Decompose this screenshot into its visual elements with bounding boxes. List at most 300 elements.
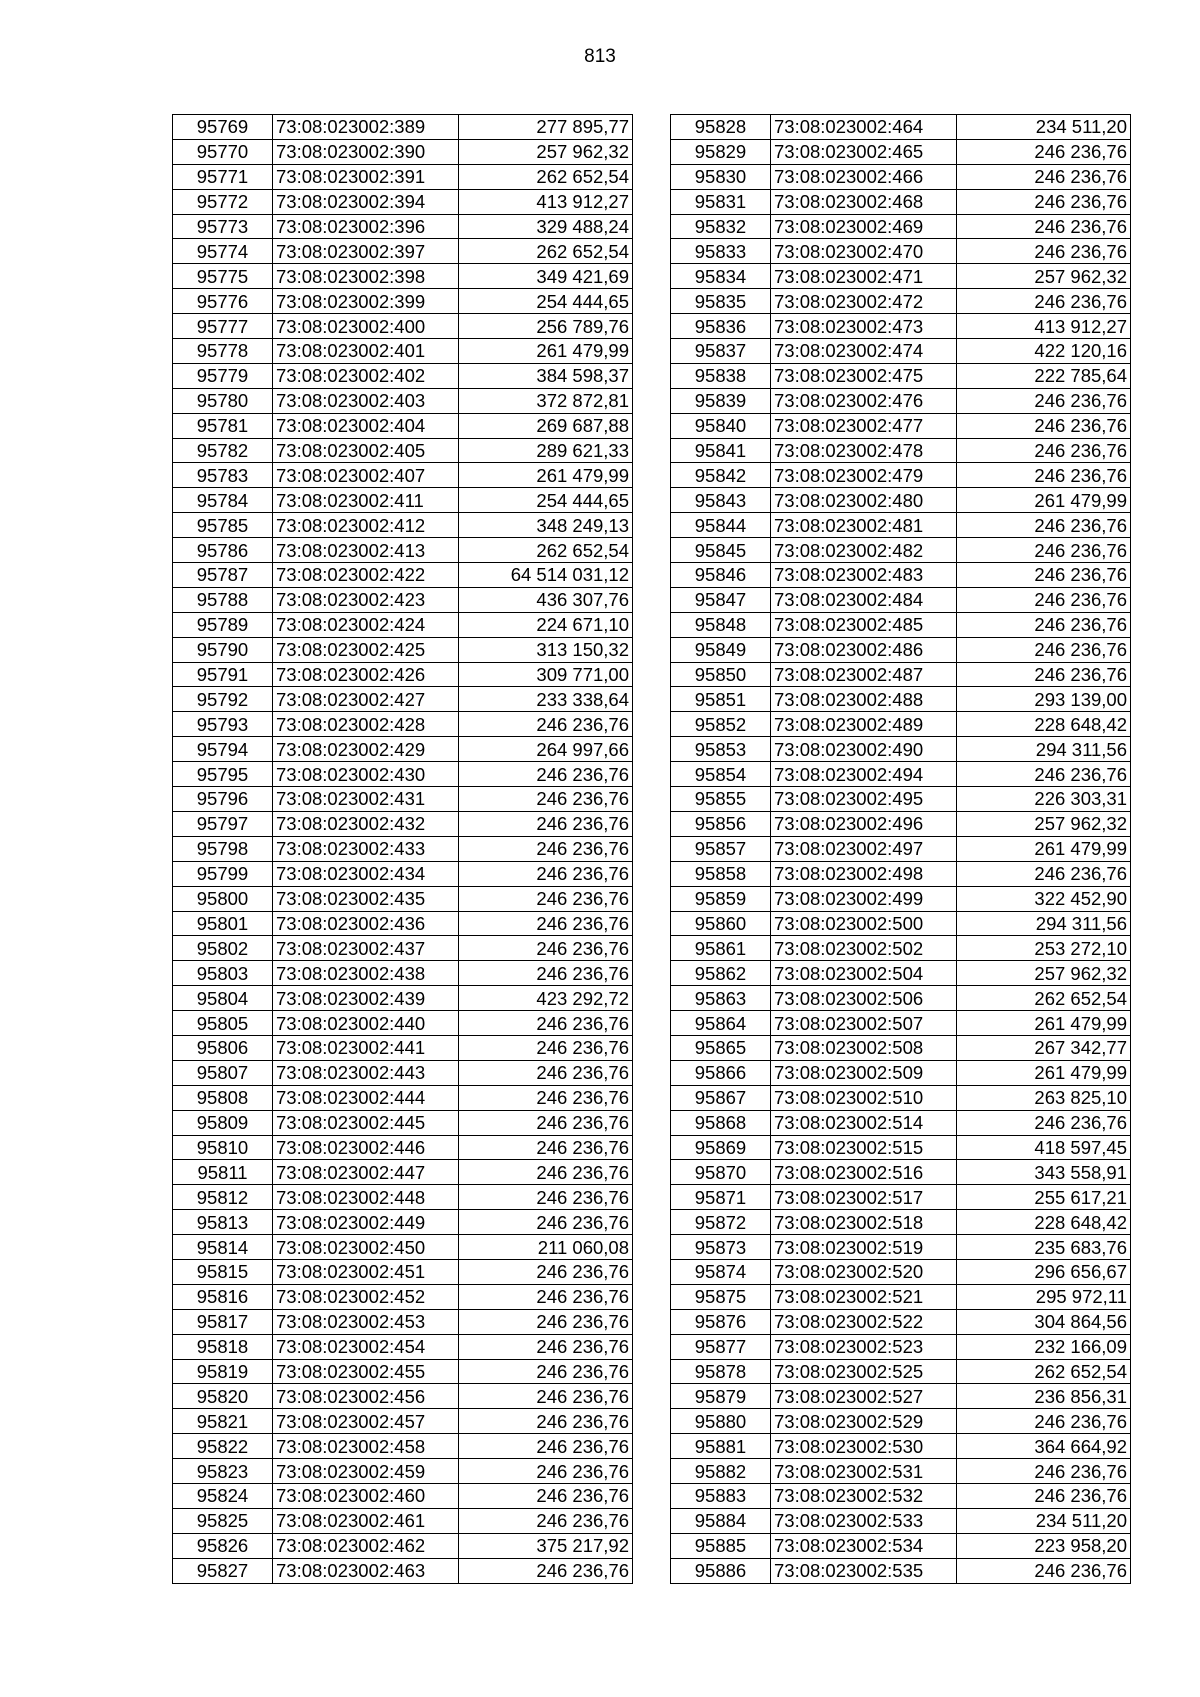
cadastral-number-cell: 73:08:023002:530	[771, 1434, 957, 1459]
row-number-cell: 95769	[173, 115, 273, 140]
row-number-cell: 95828	[671, 115, 771, 140]
table-row	[173, 836, 633, 861]
cadastral-value-cell: 246 236,76	[957, 587, 1131, 612]
cadastral-value-cell: 246 236,76	[459, 811, 633, 836]
table-row	[173, 1085, 633, 1110]
cadastral-number-cell: 73:08:023002:472	[771, 289, 957, 314]
row-number-cell: 95809	[173, 1110, 273, 1135]
row-number-cell: 95843	[671, 488, 771, 513]
row-number-cell: 95775	[173, 264, 273, 289]
row-number-cell: 95806	[173, 1035, 273, 1060]
cadastral-number-cell: 73:08:023002:488	[771, 687, 957, 712]
row-number-cell: 95807	[173, 1060, 273, 1085]
table-row	[173, 563, 633, 588]
cadastral-value-cell: 246 236,76	[957, 189, 1131, 214]
cadastral-value-cell: 211 060,08	[459, 1235, 633, 1260]
cadastral-value-cell: 246 236,76	[459, 1284, 633, 1309]
cadastral-value-cell: 246 236,76	[459, 1384, 633, 1409]
cadastral-number-cell: 73:08:023002:479	[771, 463, 957, 488]
row-number-cell: 95860	[671, 911, 771, 936]
row-number-cell: 95829	[671, 139, 771, 164]
row-number-cell: 95821	[173, 1409, 273, 1434]
cadastral-value-cell: 246 236,76	[957, 762, 1131, 787]
cadastral-number-cell: 73:08:023002:468	[771, 189, 957, 214]
cadastral-value-cell: 262 652,54	[957, 1359, 1131, 1384]
table-row	[173, 712, 633, 737]
cadastral-value-cell: 309 771,00	[459, 662, 633, 687]
row-number-cell: 95844	[671, 513, 771, 538]
cadastral-value-cell: 236 856,31	[957, 1384, 1131, 1409]
cadastral-value-cell: 267 342,77	[957, 1035, 1131, 1060]
row-number-cell: 95805	[173, 1011, 273, 1036]
cadastral-value-cell: 246 236,76	[459, 1210, 633, 1235]
row-number-cell: 95784	[173, 488, 273, 513]
cadastral-value-cell: 232 166,09	[957, 1334, 1131, 1359]
cadastral-number-cell: 73:08:023002:430	[273, 762, 459, 787]
row-number-cell: 95870	[671, 1160, 771, 1185]
cadastral-value-cell: 261 479,99	[957, 1060, 1131, 1085]
cadastral-value-cell: 246 236,76	[957, 1558, 1131, 1583]
row-number-cell: 95841	[671, 438, 771, 463]
table-row	[173, 587, 633, 612]
row-number-cell: 95787	[173, 563, 273, 588]
row-number-cell: 95853	[671, 737, 771, 762]
table-row	[671, 1284, 1131, 1309]
table-row	[173, 886, 633, 911]
table-row	[671, 1011, 1131, 1036]
row-number-cell: 95825	[173, 1508, 273, 1533]
row-number-cell: 95789	[173, 612, 273, 637]
table-row	[173, 1533, 633, 1558]
row-number-cell: 95879	[671, 1384, 771, 1409]
cadastral-value-cell: 246 236,76	[459, 1459, 633, 1484]
table-row	[671, 1110, 1131, 1135]
cadastral-value-cell: 261 479,99	[459, 463, 633, 488]
cadastral-number-cell: 73:08:023002:429	[273, 737, 459, 762]
cadastral-number-cell: 73:08:023002:487	[771, 662, 957, 687]
row-number-cell: 95780	[173, 388, 273, 413]
row-number-cell: 95788	[173, 587, 273, 612]
cadastral-value-cell: 304 864,56	[957, 1309, 1131, 1334]
cadastral-number-cell: 73:08:023002:475	[771, 363, 957, 388]
cadastral-number-cell: 73:08:023002:461	[273, 1508, 459, 1533]
row-number-cell: 95861	[671, 936, 771, 961]
cadastral-value-cell: 246 236,76	[957, 513, 1131, 538]
cadastral-number-cell: 73:08:023002:446	[273, 1135, 459, 1160]
cadastral-value-cell: 261 479,99	[957, 1011, 1131, 1036]
cadastral-value-cell: 255 617,21	[957, 1185, 1131, 1210]
cadastral-number-cell: 73:08:023002:518	[771, 1210, 957, 1235]
cadastral-number-cell: 73:08:023002:507	[771, 1011, 957, 1036]
table-row	[671, 961, 1131, 986]
row-number-cell: 95785	[173, 513, 273, 538]
row-number-cell: 95871	[671, 1185, 771, 1210]
row-number-cell: 95878	[671, 1359, 771, 1384]
cadastral-value-cell: 246 236,76	[957, 1483, 1131, 1508]
cadastral-value-cell: 264 997,66	[459, 737, 633, 762]
cadastral-value-cell: 246 236,76	[957, 239, 1131, 264]
cadastral-number-cell: 73:08:023002:390	[273, 139, 459, 164]
cadastral-number-cell: 73:08:023002:431	[273, 787, 459, 812]
table-row	[671, 1384, 1131, 1409]
cadastral-value-cell: 246 236,76	[957, 612, 1131, 637]
cadastral-number-cell: 73:08:023002:450	[273, 1235, 459, 1260]
table-row	[671, 264, 1131, 289]
cadastral-number-cell: 73:08:023002:440	[273, 1011, 459, 1036]
row-number-cell: 95772	[173, 189, 273, 214]
cadastral-value-cell: 329 488,24	[459, 214, 633, 239]
cadastral-number-cell: 73:08:023002:394	[273, 189, 459, 214]
cadastral-value-cell: 423 292,72	[459, 986, 633, 1011]
row-number-cell: 95867	[671, 1085, 771, 1110]
cadastral-value-cell: 364 664,92	[957, 1434, 1131, 1459]
cadastral-number-cell: 73:08:023002:519	[771, 1235, 957, 1260]
cadastral-number-cell: 73:08:023002:510	[771, 1085, 957, 1110]
cadastral-value-cell: 246 236,76	[957, 214, 1131, 239]
table-row	[671, 836, 1131, 861]
row-number-cell: 95880	[671, 1409, 771, 1434]
table-row	[173, 314, 633, 339]
table-row	[671, 463, 1131, 488]
row-number-cell: 95777	[173, 314, 273, 339]
cadastral-number-cell: 73:08:023002:401	[273, 339, 459, 364]
table-row	[671, 662, 1131, 687]
cadastral-number-cell: 73:08:023002:436	[273, 911, 459, 936]
table-row	[173, 289, 633, 314]
cadastral-number-cell: 73:08:023002:469	[771, 214, 957, 239]
table-row	[671, 189, 1131, 214]
table-row	[671, 1359, 1131, 1384]
cadastral-number-cell: 73:08:023002:515	[771, 1135, 957, 1160]
table-row	[671, 687, 1131, 712]
row-number-cell: 95802	[173, 936, 273, 961]
cadastral-number-cell: 73:08:023002:500	[771, 911, 957, 936]
cadastral-number-cell: 73:08:023002:456	[273, 1384, 459, 1409]
table-row	[173, 538, 633, 563]
row-number-cell: 95840	[671, 413, 771, 438]
table-row	[173, 1483, 633, 1508]
cadastral-value-cell: 246 236,76	[459, 936, 633, 961]
cadastral-number-cell: 73:08:023002:478	[771, 438, 957, 463]
row-number-cell: 95856	[671, 811, 771, 836]
row-number-cell: 95771	[173, 164, 273, 189]
cadastral-number-cell: 73:08:023002:455	[273, 1359, 459, 1384]
cadastral-number-cell: 73:08:023002:517	[771, 1185, 957, 1210]
table-row	[173, 811, 633, 836]
cadastral-number-cell: 73:08:023002:464	[771, 115, 957, 140]
row-number-cell: 95770	[173, 139, 273, 164]
cadastral-value-cell: 246 236,76	[957, 388, 1131, 413]
cadastral-value-cell: 246 236,76	[957, 164, 1131, 189]
table-row	[173, 1409, 633, 1434]
cadastral-number-cell: 73:08:023002:400	[273, 314, 459, 339]
table-row	[671, 115, 1131, 140]
table-row	[173, 1135, 633, 1160]
cadastral-value-cell: 246 236,76	[957, 662, 1131, 687]
table-row	[173, 1359, 633, 1384]
cadastral-value-cell: 246 236,76	[459, 1409, 633, 1434]
row-number-cell: 95833	[671, 239, 771, 264]
cadastral-value-cell: 254 444,65	[459, 488, 633, 513]
table-row	[173, 612, 633, 637]
cadastral-number-cell: 73:08:023002:523	[771, 1334, 957, 1359]
table-row	[671, 1259, 1131, 1284]
cadastral-number-cell: 73:08:023002:484	[771, 587, 957, 612]
cadastral-number-cell: 73:08:023002:514	[771, 1110, 957, 1135]
table-row	[671, 289, 1131, 314]
table-row	[671, 1135, 1131, 1160]
row-number-cell: 95877	[671, 1334, 771, 1359]
row-number-cell: 95850	[671, 662, 771, 687]
cadastral-number-cell: 73:08:023002:435	[273, 886, 459, 911]
cadastral-value-cell: 261 479,99	[957, 488, 1131, 513]
cadastral-number-cell: 73:08:023002:454	[273, 1334, 459, 1359]
table-row	[173, 1185, 633, 1210]
cadastral-number-cell: 73:08:023002:489	[771, 712, 957, 737]
table-row	[671, 1334, 1131, 1359]
cadastral-number-cell: 73:08:023002:432	[273, 811, 459, 836]
cadastral-number-cell: 73:08:023002:463	[273, 1558, 459, 1583]
row-number-cell: 95810	[173, 1135, 273, 1160]
cadastral-value-cell: 348 249,13	[459, 513, 633, 538]
table-row	[173, 762, 633, 787]
cadastral-value-cell: 246 236,76	[459, 1259, 633, 1284]
table-row	[173, 339, 633, 364]
cadastral-number-cell: 73:08:023002:434	[273, 861, 459, 886]
table-row	[173, 264, 633, 289]
cadastral-number-cell: 73:08:023002:389	[273, 115, 459, 140]
row-number-cell: 95793	[173, 712, 273, 737]
row-number-cell: 95808	[173, 1085, 273, 1110]
table-row	[173, 687, 633, 712]
cadastral-number-cell: 73:08:023002:437	[273, 936, 459, 961]
table-row	[173, 463, 633, 488]
cadastral-number-cell: 73:08:023002:425	[273, 637, 459, 662]
table-row	[173, 1434, 633, 1459]
row-number-cell: 95813	[173, 1210, 273, 1235]
cadastral-number-cell: 73:08:023002:506	[771, 986, 957, 1011]
row-number-cell: 95792	[173, 687, 273, 712]
cadastral-number-cell: 73:08:023002:438	[273, 961, 459, 986]
cadastral-value-cell: 246 236,76	[459, 1185, 633, 1210]
table-row	[671, 712, 1131, 737]
table-row	[173, 936, 633, 961]
cadastral-value-cell: 261 479,99	[459, 339, 633, 364]
cadastral-number-cell: 73:08:023002:466	[771, 164, 957, 189]
cadastral-number-cell: 73:08:023002:495	[771, 787, 957, 812]
table-row	[173, 1384, 633, 1409]
cadastral-value-cell: 235 683,76	[957, 1235, 1131, 1260]
table-row	[173, 239, 633, 264]
cadastral-value-cell: 228 648,42	[957, 1210, 1131, 1235]
row-number-cell: 95857	[671, 836, 771, 861]
cadastral-number-cell: 73:08:023002:509	[771, 1060, 957, 1085]
table-row	[671, 986, 1131, 1011]
cadastral-number-cell: 73:08:023002:422	[273, 563, 459, 588]
cadastral-number-cell: 73:08:023002:443	[273, 1060, 459, 1085]
table-row	[173, 1060, 633, 1085]
cadastral-value-cell: 224 671,10	[459, 612, 633, 637]
cadastral-value-cell: 246 236,76	[459, 1359, 633, 1384]
cadastral-number-cell: 73:08:023002:486	[771, 637, 957, 662]
cadastral-number-cell: 73:08:023002:496	[771, 811, 957, 836]
row-number-cell: 95804	[173, 986, 273, 1011]
cadastral-number-cell: 73:08:023002:477	[771, 413, 957, 438]
table-row	[671, 1558, 1131, 1583]
row-number-cell: 95874	[671, 1259, 771, 1284]
cadastral-number-cell: 73:08:023002:441	[273, 1035, 459, 1060]
table-row	[173, 1035, 633, 1060]
row-number-cell: 95814	[173, 1235, 273, 1260]
row-number-cell: 95812	[173, 1185, 273, 1210]
table-row	[671, 513, 1131, 538]
row-number-cell: 95820	[173, 1384, 273, 1409]
row-number-cell: 95859	[671, 886, 771, 911]
table-row	[671, 363, 1131, 388]
cadastral-number-cell: 73:08:023002:485	[771, 612, 957, 637]
cadastral-number-cell: 73:08:023002:460	[273, 1483, 459, 1508]
cadastral-number-cell: 73:08:023002:404	[273, 413, 459, 438]
cadastral-number-cell: 73:08:023002:498	[771, 861, 957, 886]
table-row	[671, 164, 1131, 189]
cadastral-value-cell: 262 652,54	[459, 538, 633, 563]
row-number-cell: 95819	[173, 1359, 273, 1384]
cadastral-value-cell: 246 236,76	[459, 1558, 633, 1583]
row-number-cell: 95848	[671, 612, 771, 637]
table-row	[671, 762, 1131, 787]
cadastral-value-cell: 418 597,45	[957, 1135, 1131, 1160]
row-number-cell: 95798	[173, 836, 273, 861]
cadastral-value-cell: 294 311,56	[957, 737, 1131, 762]
cadastral-number-cell: 73:08:023002:520	[771, 1259, 957, 1284]
cadastral-table-right	[670, 114, 1131, 1584]
cadastral-number-cell: 73:08:023002:481	[771, 513, 957, 538]
table-row	[671, 811, 1131, 836]
table-row	[671, 1434, 1131, 1459]
row-number-cell: 95883	[671, 1483, 771, 1508]
row-number-cell: 95834	[671, 264, 771, 289]
table-row	[671, 1210, 1131, 1235]
row-number-cell: 95873	[671, 1235, 771, 1260]
cadastral-value-cell: 246 236,76	[459, 1035, 633, 1060]
row-number-cell: 95790	[173, 637, 273, 662]
cadastral-value-cell: 246 236,76	[459, 961, 633, 986]
cadastral-value-cell: 246 236,76	[459, 762, 633, 787]
cadastral-value-cell: 234 511,20	[957, 1508, 1131, 1533]
row-number-cell: 95831	[671, 189, 771, 214]
cadastral-number-cell: 73:08:023002:427	[273, 687, 459, 712]
row-number-cell: 95835	[671, 289, 771, 314]
cadastral-number-cell: 73:08:023002:399	[273, 289, 459, 314]
cadastral-number-cell: 73:08:023002:508	[771, 1035, 957, 1060]
cadastral-value-cell: 246 236,76	[459, 1309, 633, 1334]
cadastral-value-cell: 246 236,76	[459, 1334, 633, 1359]
table-row	[173, 1284, 633, 1309]
row-number-cell: 95854	[671, 762, 771, 787]
cadastral-value-cell: 296 656,67	[957, 1259, 1131, 1284]
cadastral-number-cell: 73:08:023002:525	[771, 1359, 957, 1384]
cadastral-number-cell: 73:08:023002:458	[273, 1434, 459, 1459]
table-row	[671, 637, 1131, 662]
table-row	[671, 787, 1131, 812]
table-row	[173, 1235, 633, 1260]
table-row	[173, 189, 633, 214]
cadastral-value-cell: 246 236,76	[459, 1483, 633, 1508]
cadastral-number-cell: 73:08:023002:433	[273, 836, 459, 861]
cadastral-number-cell: 73:08:023002:448	[273, 1185, 459, 1210]
cadastral-number-cell: 73:08:023002:424	[273, 612, 459, 637]
cadastral-value-cell: 246 236,76	[957, 861, 1131, 886]
table-row	[671, 936, 1131, 961]
table-row	[671, 488, 1131, 513]
row-number-cell: 95791	[173, 662, 273, 687]
cadastral-number-cell: 73:08:023002:504	[771, 961, 957, 986]
row-number-cell: 95795	[173, 762, 273, 787]
cadastral-number-cell: 73:08:023002:407	[273, 463, 459, 488]
cadastral-value-cell: 422 120,16	[957, 339, 1131, 364]
cadastral-number-cell: 73:08:023002:521	[771, 1284, 957, 1309]
table-row	[671, 737, 1131, 762]
cadastral-number-cell: 73:08:023002:535	[771, 1558, 957, 1583]
cadastral-number-cell: 73:08:023002:391	[273, 164, 459, 189]
row-number-cell: 95882	[671, 1459, 771, 1484]
cadastral-value-cell: 246 236,76	[459, 1508, 633, 1533]
row-number-cell: 95815	[173, 1259, 273, 1284]
cadastral-number-cell: 73:08:023002:474	[771, 339, 957, 364]
row-number-cell: 95884	[671, 1508, 771, 1533]
row-number-cell: 95832	[671, 214, 771, 239]
table-row	[671, 1459, 1131, 1484]
table-row	[671, 1085, 1131, 1110]
cadastral-number-cell: 73:08:023002:459	[273, 1459, 459, 1484]
row-number-cell: 95823	[173, 1459, 273, 1484]
cadastral-number-cell: 73:08:023002:411	[273, 488, 459, 513]
cadastral-number-cell: 73:08:023002:397	[273, 239, 459, 264]
cadastral-value-cell: 349 421,69	[459, 264, 633, 289]
table-row	[173, 363, 633, 388]
cadastral-value-cell: 233 338,64	[459, 687, 633, 712]
table-row	[671, 1409, 1131, 1434]
row-number-cell: 95776	[173, 289, 273, 314]
row-number-cell: 95875	[671, 1284, 771, 1309]
cadastral-value-cell: 246 236,76	[459, 1110, 633, 1135]
cadastral-value-cell: 294 311,56	[957, 911, 1131, 936]
cadastral-number-cell: 73:08:023002:522	[771, 1309, 957, 1334]
row-number-cell: 95836	[671, 314, 771, 339]
row-number-cell: 95773	[173, 214, 273, 239]
row-number-cell: 95863	[671, 986, 771, 1011]
cadastral-value-cell: 262 652,54	[459, 164, 633, 189]
cadastral-number-cell: 73:08:023002:445	[273, 1110, 459, 1135]
row-number-cell: 95782	[173, 438, 273, 463]
cadastral-value-cell: 246 236,76	[459, 1160, 633, 1185]
cadastral-value-cell: 375 217,92	[459, 1533, 633, 1558]
cadastral-value-cell: 289 621,33	[459, 438, 633, 463]
cadastral-number-cell: 73:08:023002:527	[771, 1384, 957, 1409]
cadastral-value-cell: 246 236,76	[957, 1110, 1131, 1135]
cadastral-value-cell: 246 236,76	[957, 289, 1131, 314]
cadastral-number-cell: 73:08:023002:483	[771, 563, 957, 588]
row-number-cell: 95783	[173, 463, 273, 488]
cadastral-value-cell: 254 444,65	[459, 289, 633, 314]
cadastral-number-cell: 73:08:023002:449	[273, 1210, 459, 1235]
table-row	[671, 339, 1131, 364]
row-number-cell: 95786	[173, 538, 273, 563]
cadastral-value-cell: 246 236,76	[459, 1135, 633, 1160]
cadastral-number-cell: 73:08:023002:403	[273, 388, 459, 413]
cadastral-value-cell: 256 789,76	[459, 314, 633, 339]
cadastral-value-cell: 246 236,76	[459, 836, 633, 861]
